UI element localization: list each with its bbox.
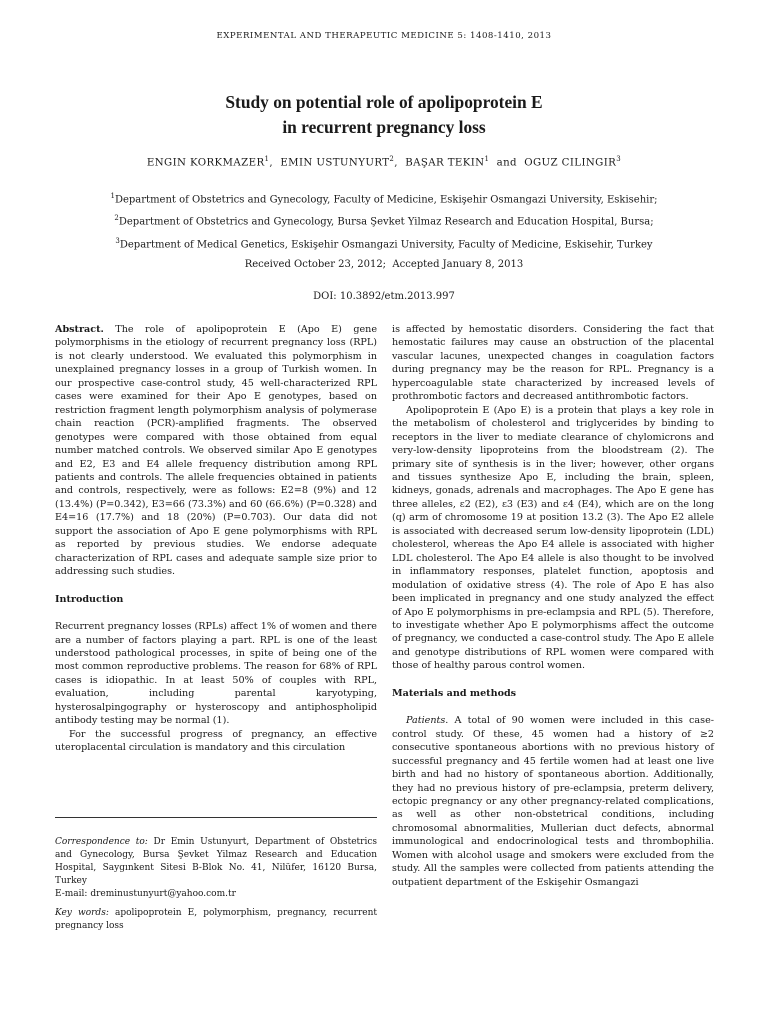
correspondence-text: Dr Emin Ustunyurt, Department of Obstetrics and Gynecology, Bursa Şevket Yilmaz Research and Education Hospital, Saygınkent Sitesi B-Blok No. 41, Nilüfer, 16120 Bursa, Turkey bbox=[55, 837, 377, 886]
journal-header: EXPERIMENTAL AND THERAPEUTIC MEDICINE 5: 1408-1410, 2013 bbox=[216, 31, 552, 41]
methods-heading: Materials and methods bbox=[392, 687, 517, 699]
left-column bbox=[55, 323, 377, 755]
author-separator: , bbox=[394, 157, 406, 169]
abstract bbox=[55, 323, 377, 579]
keywords-text: apolipoprotein E, polymorphism, pregnancy, recurrent pregnancy loss bbox=[55, 908, 378, 931]
keywords bbox=[55, 907, 377, 933]
author-affil-sup: 1 bbox=[264, 155, 270, 163]
intro-paragraph-1: Recurrent pregnancy losses (RPLs) affect 1% of women and there are a number of factors playing a part. RPL is one of the least understood pathological processes, in spite of being one of the most common reproductive problems. The reason for 68% of RPL cases is idiopathic. In at least 50% of couples with RPL, evaluation, including parental karyotyping, hysterosalpingography or hysteroscopy and antiphospholipid antibody testing may be normal (1). bbox=[55, 621, 377, 727]
patients-paragraph bbox=[392, 714, 714, 889]
patients-label: Patients. bbox=[406, 715, 449, 727]
affil-sup: 3 bbox=[115, 236, 120, 245]
correspondence bbox=[55, 836, 377, 888]
affil-text: Department of Medical Genetics, Eskişehir Osmangazi University, Faculty of Medicine, Eskisehir, Turkey bbox=[119, 238, 653, 250]
author-name: BAŞAR TEKIN bbox=[405, 157, 485, 169]
introduction-heading: Introduction bbox=[55, 593, 124, 605]
author-name: OGUZ CILINGIR bbox=[524, 157, 617, 169]
author-affil-sup: 3 bbox=[616, 155, 622, 163]
correspondence-block bbox=[55, 836, 377, 933]
keywords-label: Key words: bbox=[55, 908, 109, 918]
author-name: ENGIN KORKMAZER bbox=[146, 157, 265, 169]
correspondence-label: Correspondence to: bbox=[55, 837, 148, 847]
title-line-1: Study on potential role of apolipoprotein E bbox=[225, 92, 543, 112]
affil-text: Department of Obstetrics and Gynecology, Bursa Şevket Yilmaz Research and Education Hospital, Bursa; bbox=[118, 216, 654, 228]
intro-paragraph-3: Apolipoprotein E (Apo E) is a protein that plays a key role in the metabolism of cholesterol and triglycerides by binding to receptors in the liver to mediate clearance of chylomicrons and very-low-density lipoproteins from the bloodstream (2). The primary site of synthesis is in the liver; however, other organs and tissues synthesize Apo E, including the brain, spleen, kidneys, gonads, adrenals and macrophages. The Apo E gene has three alleles, ε2 (E2), ε3 (E3) and ε4 (E4), which are on the long (q) arm of chromosome 19 at position 13.2 (3). The Apo E2 allele is associated with decreased serum low-density lipoprotein (LDL) cholesterol, whereas the Apo E4 allele is associated with higher LDL cholesterol. The Apo E4 allele is also thought to be involved in inflammatory responses, platelet function, apoptosis and modulation of oxidative stress (4). The role of Apo E has also been implicated in pregnancy and one study analyzed the effect of Apo E polymorphisms in pre-eclampsia and RPL (5). Therefore, to investigate whether Apo E polymorphisms affect the outcome of pregnancy, we conducted a case-control study. The Apo E allele and genotype distributions of RPL women were compared with those of healthy parous control women. bbox=[392, 404, 714, 672]
affiliation-item bbox=[0, 209, 768, 231]
received-dates: Received October 23, 2012; Accepted January 8, 2013 bbox=[244, 259, 524, 270]
author-name: EMIN USTUNYURT bbox=[280, 157, 390, 169]
abstract-label: Abstract. bbox=[55, 324, 104, 335]
correspondence-email: E-mail: dreminustunyurt@yahoo.com.tr bbox=[55, 889, 236, 899]
author-list bbox=[0, 155, 768, 168]
intro-paragraph-2: For the successful progress of pregnancy, an effective uteroplacental circulation is mandatory and this circulation bbox=[55, 728, 377, 754]
right-column bbox=[392, 323, 714, 889]
affiliation-item bbox=[0, 232, 768, 254]
doi: DOI: 10.3892/etm.2013.997 bbox=[313, 291, 455, 302]
author-separator: and bbox=[489, 157, 525, 169]
article-title bbox=[0, 90, 768, 140]
title-line-2: in recurrent pregnancy loss bbox=[282, 117, 486, 137]
affil-sup: 2 bbox=[114, 214, 119, 223]
affil-sup: 1 bbox=[110, 192, 115, 200]
abstract-text: The role of apolipoprotein E (Apo E) gene polymorphisms in the etiology of recurrent pregnancy loss (RPL) is not clearly understood. We evaluated this polymorphism in unexplained pregnancy losses in a group of Turkish women. In our prospective case-control study, 45 well-characterized RPL cases were examined for their Apo E genotypes, based on restriction fragment length polymorphism analysis of polymerase chain reaction (PCR)-amplified fragments. The observed genotypes were compared with those obtained from equal number matched controls. We observed similar Apo E genotypes and E2, E3 and E4 allele frequency distribution among RPL patients and controls. The allele frequencies obtained in patients and controls, respectively, were as follows: E2=8 (9%) and 12 (13.4%) (P=0.342), E3=66 (73.3%) and 60 (66.6%) (P=0.328) and E4=16 (17.7%) and 18 (20%) (P=0.703). Our data did not support the association of Apo E gene polymorphisms with RPL as reported by previous studies. We endorse adequate characterization of RPL cases and adequate sample size prior to addressing such studies. bbox=[55, 324, 377, 578]
affiliation-item bbox=[0, 187, 768, 209]
author-separator: , bbox=[269, 157, 281, 169]
affil-text: Department of Obstetrics and Gynecology, Faculty of Medicine, Eskişehir Osmangazi University, Eskisehir; bbox=[114, 194, 658, 206]
affiliations bbox=[0, 187, 768, 254]
intro-paragraph-2-continued: is affected by hemostatic disorders. Considering the fact that hemostatic failures may cause an obstruction of the placental vascular lacunes, unexpected changes in coagulation factors during pregnancy may be the reason for RPL. Pregnancy is a hypercoagulable state characterized by increased levels of prothrombotic factors and decreased antithrombotic factors. bbox=[392, 324, 714, 403]
author-affil-sup: 1 bbox=[484, 155, 490, 163]
patients-text: A total of 90 women were included in this case-control study. Of these, 45 women had a history of ≥2 consecutive spontaneous abortions with no previous history of successful pregnancy and 45 fertile women had at least one live birth and had no history of spontaneous abortion. Additionally, they had no previous history of pre-eclampsia, preterm delivery, ectopic pregnancy or any other pregnancy-related complications, as well as other non-obstetrical conditions, including chromosomal abnormalities, Mullerian duct defects, abnormal immunological and endocrinological tests and thrombophilia. Women with alcohol usage and smokers were excluded from the study. All the samples were collected from patients attending the outpatient department of the Eskişehir Osmangazi bbox=[392, 715, 714, 888]
footnote-divider bbox=[55, 817, 377, 818]
author-affil-sup: 2 bbox=[389, 155, 395, 163]
